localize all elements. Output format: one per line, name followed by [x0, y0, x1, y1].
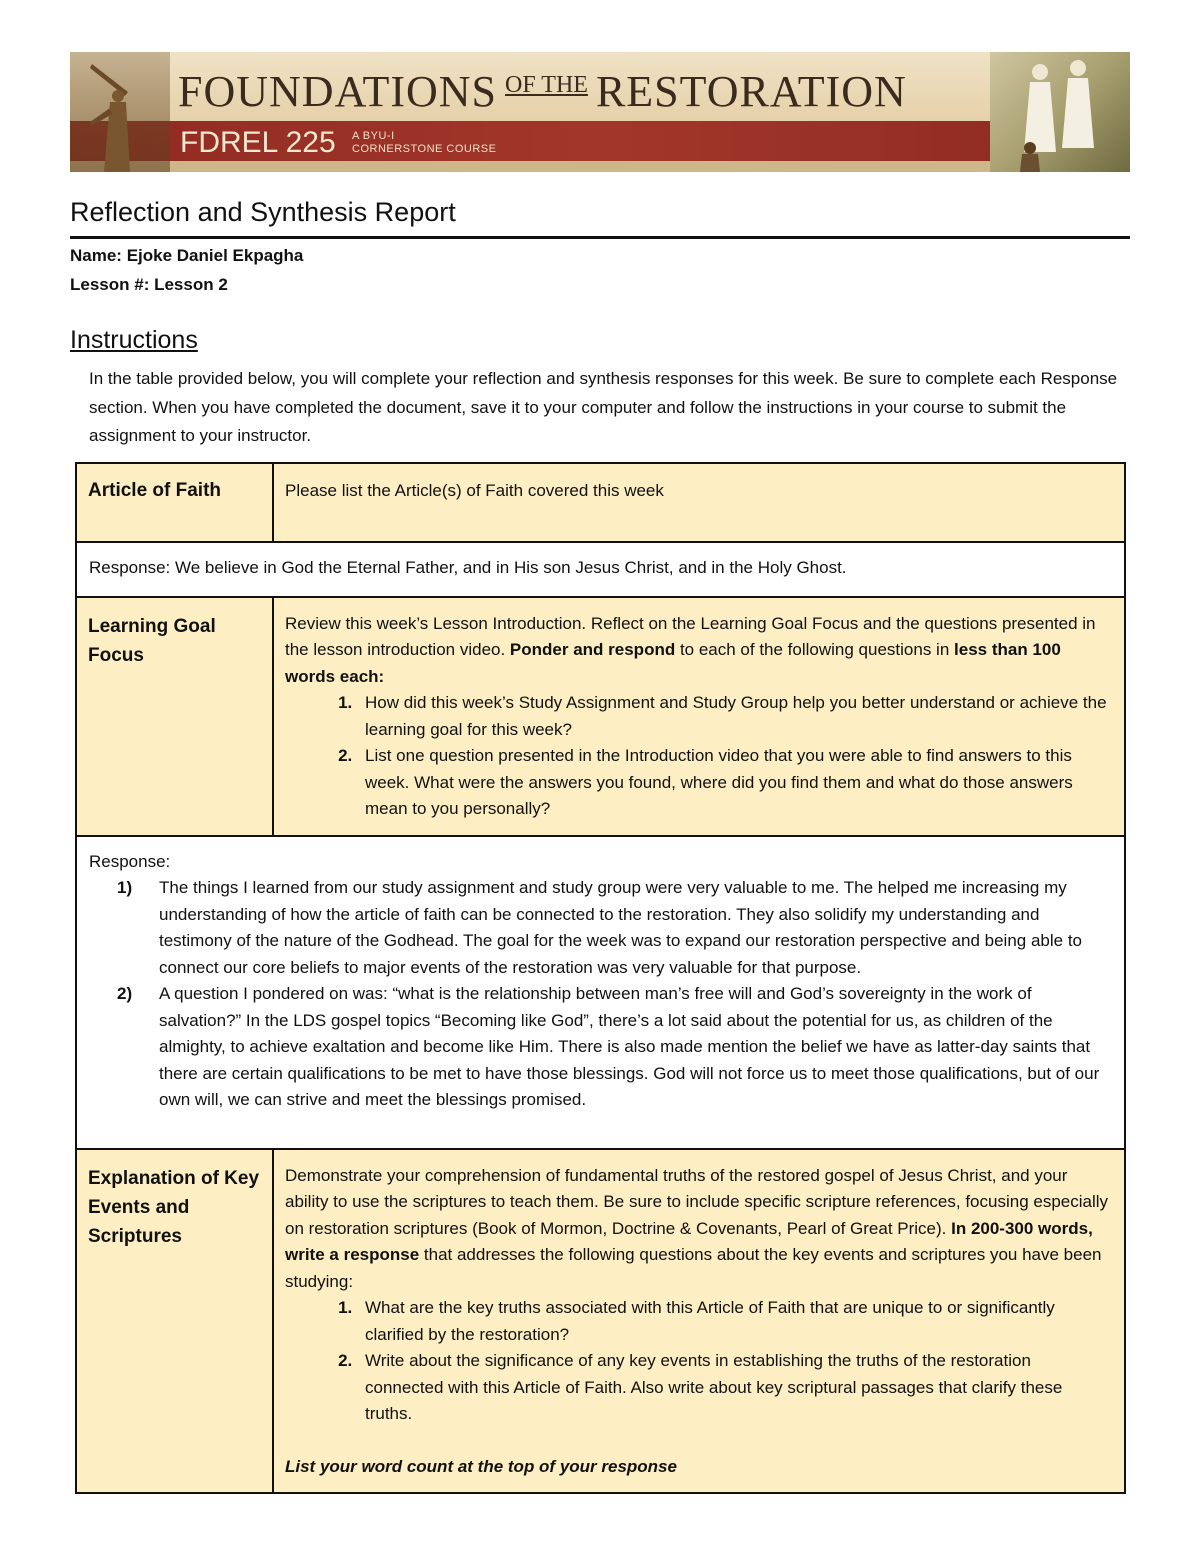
key-events-row: [76, 1149, 1125, 1494]
response-list: [89, 875, 1112, 1114]
response-item: A question I pondered on was: “what is the relationship between man’s free will and God’s sovereignty in the work of salvation?” In the LDS gospel topics “Becoming like God”, there’s a lot said about the potential for us, as children of the almighty, to achieve exaltation and become like Him. There is also made mention the belief we have as latter-day saints that there are certain qualifications to be met to have those blessings. God will not force us to meet those qualifications, but of our own will, we can strive and meet the blessings promised.: [159, 984, 1100, 1109]
banner-title-mid: OF THE: [505, 72, 588, 98]
question-item: 2. List one question presented in the Introduction video that you were able to find answers to this week. What were the answers you found, where did you find them and what do those answers mean to you personally?: [357, 743, 1114, 823]
name-value: Ejoke Daniel Ekpagha: [126, 246, 304, 265]
name-label: Name:: [70, 246, 122, 265]
banner-title-left: FOUNDATIONS: [178, 67, 498, 116]
course-banner: [70, 52, 1130, 172]
article-response[interactable]: Response: We believe in God the Eternal Father, and in His son Jesus Christ, and in the Holy Ghost.: [76, 542, 1125, 597]
document-title: Reflection and Synthesis Report: [70, 197, 456, 227]
lg-prompt-c: to each of the following questions in: [675, 640, 955, 659]
response-item: The things I learned from our study assignment and study group were very valuable to me. The helped me increasing my understanding of how the article of faith can be connected to the restoration. They also solidify my understanding and testimony of the nature of the Godhead. The goal for the week was to expand our restoration perspective and being able to connect our core beliefs to major events of the restoration was very valuable for that purpose.: [159, 878, 1082, 977]
lesson-number: [70, 275, 228, 295]
instructions-body: In the table provided below, you will complete your reflection and synthesis responses for this week. Be sure to complete each Response section. When you have completed the document, save it to your computer and follow the instructions in your course to submit the assignment to your instructor.: [89, 369, 1118, 445]
learning-goal-instructions: [285, 611, 1114, 691]
key-events-prompt: [273, 1149, 1125, 1494]
lg-prompt-b: Ponder and respond: [509, 640, 676, 659]
learning-goal-label: Learning Goal Focus: [76, 597, 273, 836]
instructions-heading: Instructions: [70, 326, 198, 354]
lesson-label: Lesson #:: [70, 275, 150, 294]
question-item: 2. Write about the significance of any key events in establishing the truths of the restoration connected with this Article of Faith. Also write about key scriptural passages that clarify these truths.: [357, 1348, 1114, 1428]
angel-statue-image: [70, 52, 170, 172]
article-label: Article of Faith: [76, 463, 273, 542]
spacer: [285, 1428, 1114, 1454]
course-subtitle-line-2: CORNERSTONE COURSE: [352, 143, 497, 155]
report-table: [75, 462, 1126, 1494]
response-label: Response:: [89, 851, 171, 871]
article-prompt: Please list the Article(s) of Faith covered this week: [273, 463, 1125, 542]
learning-goal-row: [76, 597, 1125, 836]
key-events-instructions: [285, 1163, 1114, 1296]
key-events-questions: [285, 1295, 1114, 1428]
banner-title: [178, 66, 907, 117]
course-code: FDREL 225: [180, 126, 336, 159]
first-vision-image: [990, 52, 1130, 172]
course-subtitle: [352, 130, 496, 156]
key-events-label: Explanation of Key Events and Scriptures: [76, 1149, 273, 1494]
learning-goal-prompt: [273, 597, 1125, 836]
lesson-value: Lesson 2: [154, 275, 228, 294]
learning-goal-response[interactable]: [76, 836, 1125, 1149]
article-response-row: [76, 542, 1125, 597]
question-item: 1. What are the key truths associated with this Article of Faith that are unique to or significantly clarified by the restoration?: [357, 1295, 1114, 1348]
article-row: [76, 463, 1125, 542]
question-item: 1. How did this week’s Study Assignment and Study Group help you better understand or achieve the learning goal for this week?: [357, 690, 1114, 743]
learning-goal-questions: [285, 690, 1114, 823]
course-subtitle-line-1: A BYU-I: [352, 130, 395, 142]
banner-title-right: RESTORATION: [595, 67, 907, 116]
ke-prompt-a: Demonstrate your comprehension of fundamental truths of the restored gospel of Jesus Christ, and your ability to use the scriptures to teach them. Be sure to include specific scripture references, focusing especially on restoration scriptures (Book of Mormon, Doctrine & Covenants, Pearl of Great Price).: [285, 1165, 1109, 1238]
lg-prompt-a: Review this week’s Lesson Introduction. Reflect on the Learning Goal Focus and the questions presented in the lesson introduction video.: [285, 613, 1096, 659]
ke-prompt-b: In 200-300 words, write a response: [285, 1218, 1093, 1264]
title-rule: [70, 236, 1130, 239]
ke-prompt-c: that addresses the following questions about the key events and scriptures you have been studying:: [285, 1245, 1102, 1291]
learning-goal-response-row: [76, 836, 1125, 1149]
student-name: [70, 246, 303, 266]
banner-bottom-band: [70, 161, 1130, 172]
word-count-note: List your word count at the top of your response: [285, 1456, 677, 1476]
lg-prompt-d: less than 100 words each:: [285, 640, 1061, 686]
